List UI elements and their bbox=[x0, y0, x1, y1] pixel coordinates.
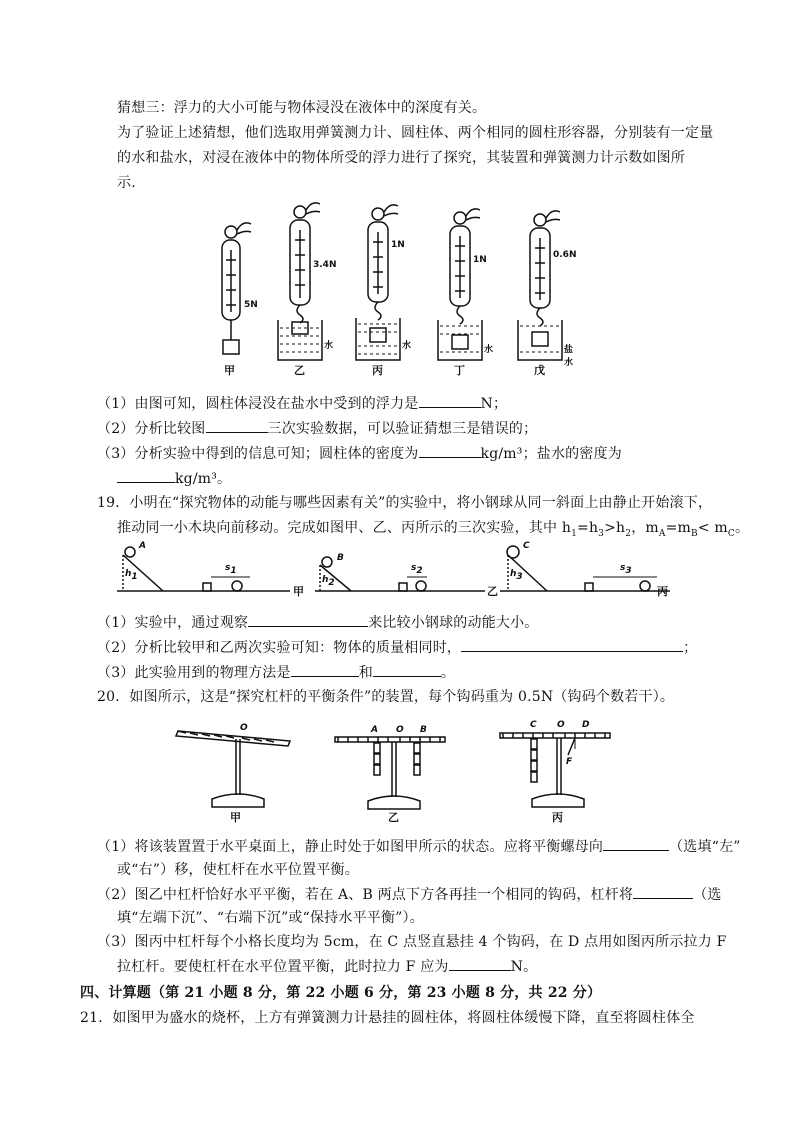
incline-diagram bbox=[115, 545, 675, 601]
answer-blank[interactable] bbox=[461, 637, 683, 652]
subscript: B bbox=[691, 528, 698, 539]
q18-part1-text: （1）由图可知，圆柱体浸没在盐水中受到的浮力是 bbox=[97, 396, 419, 412]
caption-bing: 丙 bbox=[372, 364, 383, 377]
q19-stem-text: < m bbox=[697, 520, 728, 536]
q19-stem-text: 推动同一小木块向前移动。完成如图甲、乙、丙所示的三次实验，其中 h bbox=[117, 520, 572, 536]
reading-jia: 5N bbox=[244, 300, 258, 310]
q18-part1 bbox=[97, 393, 507, 414]
caption-jia: 甲 bbox=[224, 364, 235, 377]
q18-part2-text: （2）分析比较图 bbox=[97, 421, 206, 437]
ball-label-b: B bbox=[337, 553, 344, 563]
lever-figure bbox=[170, 717, 640, 825]
ball-label-c: C bbox=[523, 541, 530, 551]
q19-stem-text: 。 bbox=[734, 520, 750, 536]
answer-blank[interactable] bbox=[449, 956, 511, 971]
subscript: 1 bbox=[571, 528, 578, 539]
q20-part1-text-end: （选填“左” bbox=[669, 839, 741, 855]
caption-jia: 甲 bbox=[293, 585, 304, 598]
subscript: 2 bbox=[328, 577, 335, 588]
height-symbol: h bbox=[125, 569, 132, 579]
lever-yi bbox=[335, 737, 445, 809]
reading-bing: 1N bbox=[391, 240, 405, 250]
distance-label-s1 bbox=[225, 563, 237, 576]
liquid-label-yi: 水 bbox=[324, 341, 334, 351]
answer-blank[interactable] bbox=[248, 612, 368, 627]
q19-part1-text: （1）实验中，通过观察 bbox=[97, 615, 249, 631]
q19-part3-text-mid: 和 bbox=[358, 665, 373, 681]
liquid-label-bing: 水 bbox=[402, 341, 412, 351]
q18-part3-unit: kg/m³。 bbox=[175, 471, 232, 487]
q19-stem-text: ，m bbox=[631, 520, 659, 536]
q18-part3-text-mid: kg/m³；盐水的密度为 bbox=[480, 446, 622, 462]
subscript: 1 bbox=[131, 571, 138, 582]
q20-part2-text-end: （选 bbox=[693, 887, 722, 903]
q18-part2-text-end: 三次实验数据，可以验证猜想三是错误的； bbox=[267, 421, 538, 437]
spring-scale-jia bbox=[222, 223, 251, 354]
force-label-f: F bbox=[566, 757, 573, 767]
liquid-label-wu: 盐水 bbox=[564, 345, 574, 368]
subscript: 3 bbox=[598, 528, 605, 539]
q19-part2-text-end: ； bbox=[683, 640, 698, 656]
height-label-h2 bbox=[322, 575, 335, 588]
subscript: C bbox=[727, 528, 735, 539]
q18-part3 bbox=[97, 443, 622, 464]
q19-stem: 19．小明在“探究物体的动能与哪些因素有关”的实验中，将小钢球从同一斜面上由静止开始滚下， bbox=[97, 495, 713, 511]
q19-stem-text: =m bbox=[665, 520, 691, 536]
q19-part1-text-end: 来比较小钢球的动能大小。 bbox=[368, 615, 539, 631]
paragraph-line: 的水和盐水，对浸在液体中的物体所受的浮力进行了探究，其装置和弹簧测力计示数如图所 bbox=[117, 150, 685, 166]
q20-part1-cont: 或“右”）移，使杠杆在水平位置平衡。 bbox=[117, 862, 359, 878]
q20-stem: 20．如图所示，这是“探究杠杆的平衡条件”的装置，每个钩码重为 0.5N（钩码个数若干）。 bbox=[97, 689, 675, 705]
q19-part2 bbox=[97, 637, 697, 658]
distance-symbol: s bbox=[411, 563, 417, 573]
caption-yi: 乙 bbox=[487, 585, 498, 598]
q20-part3-cont bbox=[117, 956, 537, 977]
subscript: 3 bbox=[625, 565, 632, 576]
q19-part2-text: （2）分析比较甲和乙两次实验可知：物体的质量相同时， bbox=[97, 640, 462, 656]
answer-blank[interactable] bbox=[419, 393, 481, 408]
q20-part3-text: 拉杠杆。要使杠杆在水平位置平衡，此时拉力 F 应为 bbox=[117, 959, 449, 975]
spring-scale-wu bbox=[518, 211, 562, 360]
q21-stem: 21．如图甲为盛水的烧杯，上方有弹簧测力计悬挂的圆柱体，将圆柱体缓慢下降，直至将圆柱体全 bbox=[80, 1010, 695, 1026]
caption-bing: 丙 bbox=[552, 811, 563, 824]
reading-ding: 1N bbox=[473, 255, 487, 265]
q20-part1-text: （1）将该装置置于水平桌面上，静止时处于如图甲所示的状态。应将平衡螺母向 bbox=[97, 839, 604, 855]
caption-bing: 丙 bbox=[657, 585, 668, 598]
height-label-h3 bbox=[510, 569, 523, 582]
caption-wu: 戊 bbox=[534, 364, 545, 377]
answer-blank[interactable] bbox=[633, 884, 693, 899]
q19-part3 bbox=[97, 662, 455, 683]
spring-scale-diagram bbox=[210, 200, 570, 378]
caption-yi: 乙 bbox=[388, 811, 399, 824]
subscript: 1 bbox=[230, 565, 237, 576]
point-label-d: D bbox=[582, 720, 590, 730]
lever-bing bbox=[500, 733, 610, 807]
reading-yi: 3.4N bbox=[313, 260, 337, 270]
q20-part3-unit: N。 bbox=[510, 959, 538, 975]
lever-jia bbox=[176, 731, 290, 807]
subscript: 2 bbox=[625, 528, 632, 539]
subscript: 2 bbox=[416, 565, 423, 576]
point-label-a: A bbox=[371, 725, 378, 735]
caption-ding: 丁 bbox=[454, 364, 465, 377]
q19-stem-cont bbox=[117, 518, 749, 544]
q18-part2 bbox=[97, 418, 537, 439]
liquid-label-ding: 水 bbox=[484, 345, 494, 355]
q20-part2-cont: 填“左端下沉”、“右端下沉”或“保持水平平衡”）。 bbox=[117, 910, 424, 926]
ball-label-a: A bbox=[139, 541, 146, 551]
section-heading: 四、计算题（第 21 小题 8 分，第 22 小题 6 分，第 23 小题 8 分，共 22 分） bbox=[80, 985, 602, 1001]
spring-scale-bing bbox=[356, 205, 400, 360]
q19-part3-text-end: 。 bbox=[440, 665, 456, 681]
distance-symbol: s bbox=[225, 563, 231, 573]
q19-part3-text: （3）此实验用到的物理方法是 bbox=[97, 665, 291, 681]
q19-part1 bbox=[97, 612, 539, 633]
distance-symbol: s bbox=[620, 563, 626, 573]
answer-blank[interactable] bbox=[419, 443, 481, 458]
answer-blank[interactable] bbox=[206, 418, 268, 433]
distance-label-s2 bbox=[411, 563, 423, 576]
pivot-label-o: O bbox=[557, 720, 565, 730]
height-symbol: h bbox=[322, 575, 329, 585]
q19-stem-text: =h bbox=[577, 520, 599, 536]
spring-scale-ding bbox=[438, 209, 482, 360]
q18-part3-cont bbox=[117, 468, 231, 489]
incline-figure bbox=[115, 541, 675, 601]
point-label-c: C bbox=[530, 720, 537, 730]
answer-blank[interactable] bbox=[291, 662, 359, 677]
distance-label-s3 bbox=[620, 563, 632, 576]
guess-three-text: 猜想三：浮力的大小可能与物体浸没在液体中的深度有关。 bbox=[117, 100, 487, 116]
q19-stem-text: >h bbox=[604, 520, 626, 536]
answer-blank[interactable] bbox=[603, 836, 669, 851]
answer-blank[interactable] bbox=[117, 468, 175, 483]
point-label-b: B bbox=[420, 725, 427, 735]
q20-part2 bbox=[97, 884, 722, 905]
paragraph-line: 为了验证上述猜想，他们选取用弹簧测力计、圆柱体、两个相同的圆柱形容器，分别装有一定量 bbox=[117, 125, 714, 141]
q20-part3: （3）图丙中杠杆每个小格长度均为 5cm，在 C 点竖直悬挂 4 个钩码，在 D 点用如图丙所示拉力 F bbox=[97, 934, 727, 950]
height-symbol: h bbox=[510, 569, 517, 579]
reading-wu: 0.6N bbox=[553, 250, 577, 260]
q18-part3-text: （3）分析实验中得到的信息可知；圆柱体的密度为 bbox=[97, 446, 419, 462]
height-label-h1 bbox=[125, 569, 138, 582]
answer-blank[interactable] bbox=[373, 662, 441, 677]
pivot-label-o: O bbox=[396, 725, 404, 735]
subscript: 3 bbox=[516, 571, 523, 582]
caption-yi: 乙 bbox=[294, 364, 305, 377]
paragraph-line: 示. bbox=[117, 175, 136, 191]
caption-jia: 甲 bbox=[230, 811, 241, 824]
q18-part1-unit: N； bbox=[480, 396, 508, 412]
q20-part1 bbox=[97, 836, 741, 857]
subscript: A bbox=[658, 528, 666, 539]
q20-part2-text: （2）图乙中杠杆恰好水平平衡，若在 A、B 两点下方各再挂一个相同的钩码，杠杆将 bbox=[97, 887, 634, 903]
pivot-label-o: O bbox=[240, 723, 248, 733]
spring-scale-figure bbox=[210, 200, 577, 378]
